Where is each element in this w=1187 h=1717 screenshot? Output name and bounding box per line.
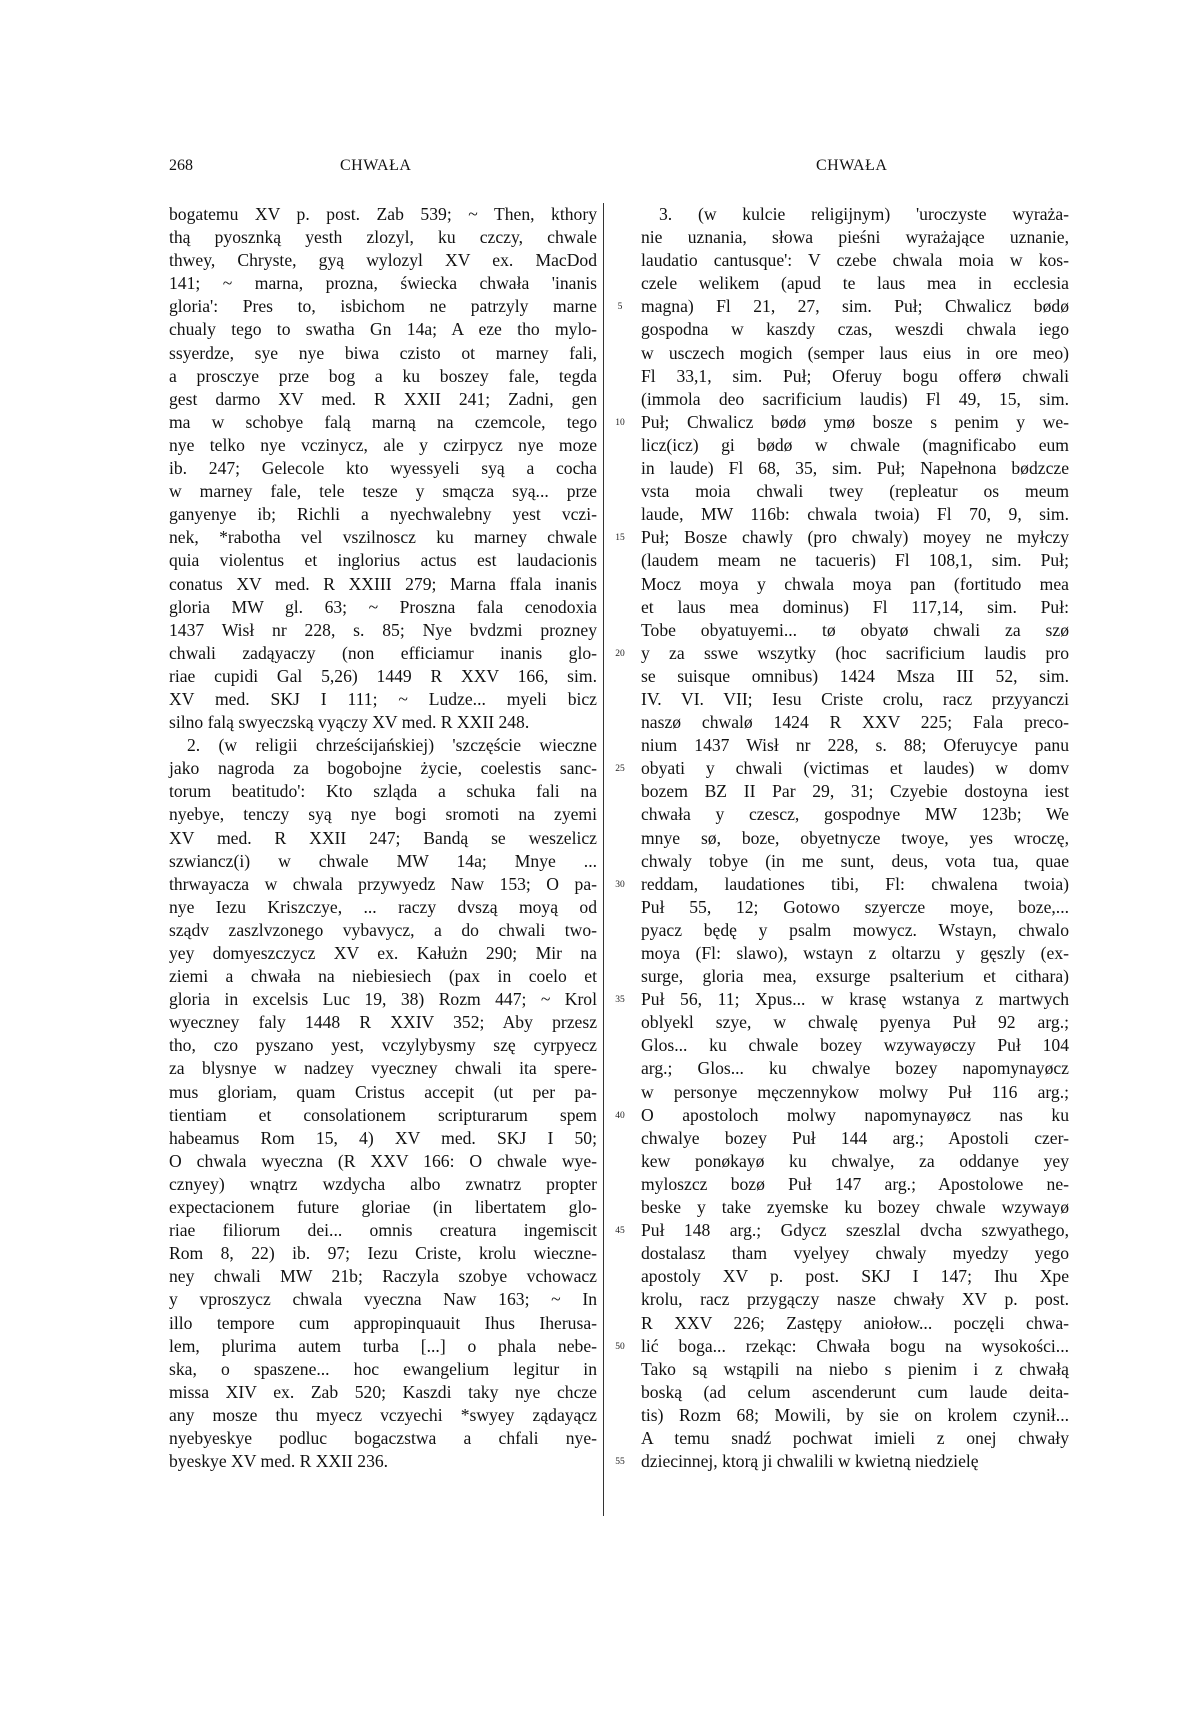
text-line: expectacionem future gloriae (in libertatem glo- — [169, 1197, 597, 1218]
text-line: Puł; Bosze chawly (pro chwaly) moyey ne myłczy — [641, 527, 1069, 548]
text-line: nye Iezu Kriszczye, ... raczy dvszą moyą od — [169, 896, 597, 917]
text-line: bogatemu XV p. post. Zab 539; ~ Then, kthory — [169, 204, 597, 224]
text-line: ganyenye ib; Richli a nyechwalebny yest vczi- — [169, 504, 597, 525]
text-line: R XXV 226; Zastępy aniołow... poczęli chwa- — [641, 1312, 1069, 1333]
text-line: apostoly XV p. post. SKJ I 147; Ihu Xpe — [641, 1266, 1069, 1287]
text-line: 2. (w religii chrześcijańskiej) 'szczęście wieczne — [187, 735, 597, 756]
text-line: mnye sø, boze, obyetnycze twoye, yes wroczę, — [641, 827, 1069, 848]
line-number: 10 — [615, 417, 625, 428]
text-line: chwali zadąyaczy (non efficiamur inanis glo- — [169, 642, 597, 663]
text-line: sządv zaszlvzonego vybavycz, a do chwali two- — [169, 919, 597, 940]
column-rule — [603, 203, 604, 1516]
text-line: mus gloriam, quam Cristus accepit (ut per pa- — [169, 1081, 597, 1102]
text-line: 1437 Wisł nr 228, s. 85; Nye bvdzmi prozney — [169, 619, 597, 640]
text-line: pyacz będę y psalm mowycz. Wstayn, chwalo — [641, 919, 1069, 940]
text-line: naszø chwalø 1424 R XXV 225; Fala preco- — [641, 712, 1069, 733]
text-line: XV med. R XXII 247; Bandą se weszelicz — [169, 827, 597, 848]
text-line: chwaly tobye (in me sunt, deus, vota tua, quae — [641, 850, 1069, 871]
text-line: (laudem meam ne tacueris) Fl 108,1, sim. Puł; — [641, 550, 1069, 571]
text-line: ssyerdze, sye nye biwa czisto ot marney fali, — [169, 342, 597, 363]
text-line: illo tempore cum appropinquauit Ihus Iherusa- — [169, 1312, 597, 1333]
text-line: gest darmo XV med. R XXII 241; Zadni, gen — [169, 388, 597, 409]
text-line: moya (Fl: slawo), wstayn z oltarzu y gęszly (ex- — [641, 943, 1069, 963]
text-line: in laude) Fl 68, 35, sim. Puł; Napełnona bødzcze — [641, 458, 1069, 479]
line-number: 35 — [615, 995, 625, 1006]
text-line: Tobe obyatuyemi... tø obyatø chwali za szø — [641, 619, 1069, 640]
text-line: IV. VI. VII; Iesu Criste crolu, racz przyyanczi — [641, 688, 1069, 709]
text-line: arg.; Glos... ku chwalye bozey napomynayøcz — [641, 1058, 1069, 1079]
text-line: thwey, Chryste, gyą wylozyl XV ex. MacDod — [169, 250, 597, 271]
text-line: gloria': Pres to, isbichom ne patrzyly marne — [169, 296, 597, 317]
text-line: Glos... ku chwale bozey wzywayøczy Puł 104 — [641, 1035, 1069, 1056]
text-line: nie uznania, słowa pieśni wyrażające uznanie, — [641, 227, 1069, 248]
text-line: obyati y chwali (victimas et laudes) w domv — [641, 758, 1069, 779]
text-line: nyebye, tenczy syą nye bogi sromoti na zyemi — [169, 804, 597, 825]
text-line: surge, gloria mea, exsurge psalterium et cithara) — [641, 966, 1069, 987]
text-line: kew ponøkayø ku chwalye, za oddanye yey — [641, 1150, 1069, 1171]
text-line: chwalye bozey Puł 144 arg.; Apostoli czer- — [641, 1127, 1069, 1148]
text-line: thrwayacza w chwala przywyedz Naw 153; O pa- — [169, 873, 597, 894]
text-line: szwiancz(i) w chwale MW 14a; Mnye ... — [169, 850, 597, 871]
text-line: ska, o spaszene... hoc ewangelium legitur in — [169, 1358, 597, 1379]
text-line: gospodna w kaszdy czas, weszdi chwala iego — [641, 319, 1069, 340]
text-line: krolu, racz przygączy nasze chwały XV p. post. — [641, 1289, 1069, 1310]
text-line: Fl 33,1, sim. Puł; Oferuy bogu offerø chwali — [641, 365, 1069, 386]
text-line: ziemi a chwała na niebiesiech (pax in coelo et — [169, 966, 597, 987]
text-line: tientiam et consolationem scripturarum spem — [169, 1104, 597, 1125]
text-line: missa XIV ex. Zab 520; Kaszdi taky nye chcze — [169, 1381, 597, 1402]
text-line: myloszcz bozø Puł 147 arg.; Apostolowe ne- — [641, 1173, 1069, 1194]
text-line: w personye męczennykow molwy Puł 116 arg.; — [641, 1081, 1069, 1102]
text-line: lić boga... rzekąc: Chwała bogu na wysokości... — [641, 1335, 1069, 1356]
text-line: torum beatitudo': Kto szląda a schuka fali na — [169, 781, 597, 802]
text-line: nyebyeskye podluc bogaczstwa a chfali nye- — [169, 1427, 597, 1448]
text-line: O chwala wyeczna (R XXV 166: O chwale wye- — [169, 1150, 597, 1171]
text-line: reddam, laudationes tibi, Fl: chwalena twoia) — [641, 873, 1069, 894]
text-line: nek, *rabotha vel vszilnoscz ku marney chwale — [169, 527, 597, 548]
text-line: 3. (w kulcie religijnym) 'uroczyste wyraża- — [659, 204, 1069, 224]
text-line: beske y take zyemske ku bozey chwale wzywayø — [641, 1197, 1069, 1218]
text-line: y vproszycz chwala vyeczna Naw 163; ~ In — [169, 1289, 597, 1310]
text-line: magna) Fl 21, 27, sim. Puł; Chwalicz bødø — [641, 296, 1069, 317]
text-line: w usczech mogich (semper laus eius in ore meo) — [641, 342, 1069, 363]
text-line: za blysnye w nadzey vyeczney chwali ita spere- — [169, 1058, 597, 1079]
text-line: riae cupidi Gal 5,26) 1449 R XXV 166, sim. — [169, 665, 597, 686]
text-line: et laus mea dominus) Fl 117,14, sim. Puł: — [641, 596, 1069, 617]
line-number: 40 — [615, 1110, 625, 1121]
text-line: laudatio cantusque': V czebe chwala moia w kos- — [641, 250, 1069, 271]
text-line: boską (ad celum ascenderunt cum laude deita- — [641, 1381, 1069, 1402]
text-line: Tako są wstąpili na niebo s pienim i z chwałą — [641, 1358, 1069, 1379]
text-line: dostalasz tham vyelyey chwaly myedzy yego — [641, 1243, 1069, 1264]
text-line: (immola deo sacrificium laudis) Fl 49, 15, sim. — [641, 388, 1069, 409]
text-line: O apostoloch molwy napomynayøcz nas ku — [641, 1104, 1069, 1125]
text-line: wyeczney faly 1448 R XXIV 352; Aby przesz — [169, 1012, 597, 1033]
text-line: tho, czo pyszano yest, vczylybysmy szę cyrpyecz — [169, 1035, 597, 1056]
text-line: ney chwali MW 21b; Raczyla szobye vchowacz — [169, 1266, 597, 1287]
line-number: 5 — [617, 302, 623, 313]
text-line: vsta moia chwali twey (repleatur os meum — [641, 481, 1069, 502]
text-line: gloria in excelsis Luc 19, 38) Rozm 447; ~ Krol — [169, 989, 597, 1010]
right-column — [641, 203, 1069, 1473]
text-line: chwała y czescz, gospodnye MW 123b; We — [641, 804, 1069, 825]
text-line: Puł 55, 12; Gotowo szyercze moye, boze,... — [641, 896, 1069, 917]
left-column — [169, 203, 597, 1473]
text-line: Rom 8, 22) ib. 97; Iezu Criste, krolu wieczne- — [169, 1243, 597, 1264]
text-line: se suisque omnibus) 1424 Msza III 52, sim. — [641, 665, 1069, 686]
text-line: quia violentus et inglorius actus est laudacionis — [169, 550, 597, 571]
text-line: XV med. SKJ I 111; ~ Ludze... myeli bicz — [169, 688, 597, 709]
text-line: tis) Rozm 68; Mowili, by sie on krolem czynił... — [641, 1404, 1069, 1425]
text-line: ib. 247; Gelecole kto wyessyeli syą a cocha — [169, 458, 597, 479]
text-line: nye telko nye vczinycz, ale y czirpycz nye moze — [169, 434, 597, 455]
text-line: thą pyosznką yesth zlozyl, ku czczy, chwale — [169, 227, 597, 248]
text-line: bozem BZ II Par 29, 31; Czyebie dostoyna iest — [641, 781, 1069, 802]
text-line: silno falą swyeczską vyączy XV med. R XXII 248. — [169, 712, 530, 733]
text-line: Puł 56, 11; Xpus... w krasę wstanya z martwych — [641, 989, 1069, 1010]
running-head-right: CHWAŁA — [816, 157, 888, 174]
text-line: chualy tego to swatha Gn 14a; A eze tho mylo- — [169, 319, 597, 340]
text-line: 141; ~ marna, prozna, świecka chwała 'inanis — [169, 273, 597, 294]
text-line: Puł; Chwalicz bødø ymø bosze s penim y we- — [641, 411, 1069, 432]
text-line: conatus XV med. R XXIII 279; Marna ffala inanis — [169, 573, 597, 594]
text-line: oblyekl szye, w chwalę pyenya Puł 92 arg.; — [641, 1012, 1069, 1033]
text-line: y za sswe wszytky (hoc sacrificium laudis pro — [641, 642, 1069, 663]
text-line: Mocz moya y chwala moya pan (fortitudo mea — [641, 573, 1069, 594]
line-number: 45 — [615, 1226, 625, 1237]
line-number: 15 — [615, 533, 625, 544]
line-number: 55 — [615, 1457, 625, 1468]
text-line: nium 1437 Wisł nr 228, s. 88; Oferuycye panu — [641, 735, 1069, 756]
text-line: gloria MW gl. 63; ~ Proszna fala cenodoxia — [169, 596, 597, 617]
text-line: dziecinnej, ktorą ji chwalili w kwietną niedzielę — [641, 1451, 979, 1472]
text-line: laude, MW 116b: chwala twoia) Fl 70, 9, sim. — [641, 504, 1069, 525]
text-line: any mosze thu myecz vczyechi *swyey ządayącz — [169, 1404, 597, 1425]
text-line: lem, plurima autem turba [...] o phala nebe- — [169, 1335, 597, 1356]
line-number: 30 — [615, 879, 625, 890]
page-number: 268 — [169, 157, 193, 174]
text-line: jako nagroda za bogobojne życie, coelestis sanc- — [169, 758, 597, 779]
text-line: cznyey) wnątrz wzdycha albo zwnatrz propter — [169, 1173, 597, 1194]
text-line: habeamus Rom 15, 4) XV med. SKJ I 50; — [169, 1127, 597, 1148]
text-line: A temu snadź pochwat imieli z onej chwały — [641, 1427, 1069, 1448]
text-line: Puł 148 arg.; Gdycz szeszlal dvcha szwyathego, — [641, 1220, 1069, 1241]
text-line: byeskye XV med. R XXII 236. — [169, 1451, 389, 1472]
running-head-left: CHWAŁA — [340, 157, 412, 174]
line-number: 50 — [615, 1341, 625, 1352]
text-line: czele welikem (apud te laus mea in ecclesia — [641, 273, 1069, 294]
text-line: a prosczye prze bog a ku boszey fale, tegda — [169, 365, 597, 386]
text-line: ma w schobye falą marną na czemcole, tego — [169, 411, 597, 432]
text-line: yey domyeszczycz XV ex. Kałużn 290; Mir na — [169, 943, 597, 963]
line-number: 20 — [615, 648, 625, 659]
text-line: riae filiorum dei... omnis creatura ingemiscit — [169, 1220, 597, 1241]
text-line: licz(icz) gi bødø w chwale (magnificabo eum — [641, 434, 1069, 455]
line-number: 25 — [615, 764, 625, 775]
text-line: w marney fale, tele tesze y smącza syą... prze — [169, 481, 597, 502]
